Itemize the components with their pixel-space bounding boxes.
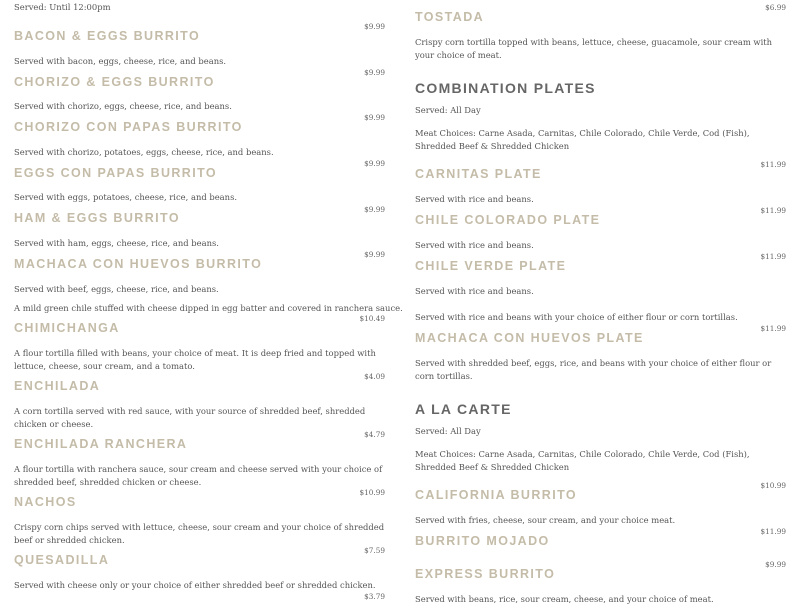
price: $9.99 xyxy=(364,159,385,168)
meat-choices: Meat Choices: Carne Asada, Carnitas, Chile Colorado, Chile Verde, Cod (Fish), Shredded Beef & Shredded Chicken xyxy=(415,128,750,151)
price: $9.99 xyxy=(364,113,385,122)
item-desc: Crispy corn tortilla topped with beans, lettuce, cheese, guacamole, sour cream with your choice of meat. xyxy=(415,37,773,60)
price: $7.59 xyxy=(364,546,385,555)
item-title-ham-eggs-burrito: HAM & EGGS BURRITO xyxy=(14,211,180,225)
item-title-express-burrito: EXPRESS BURRITO xyxy=(415,567,556,581)
price: $11.99 xyxy=(760,160,786,169)
item-title-carnitas-plate: CARNITAS PLATE xyxy=(415,167,542,181)
item-title-chorizo-con-papas-burrito: CHORIZO CON PAPAS BURRITO xyxy=(14,120,243,134)
item-desc: Served with ham, eggs, cheese, rice, and beans. xyxy=(14,238,219,248)
item-title-eggs-con-papas-burrito: EGGS CON PAPAS BURRITO xyxy=(14,166,218,180)
item-title-chimichanga: CHIMICHANGA xyxy=(14,321,120,335)
price: $11.99 xyxy=(760,527,786,536)
item-title-enchilada-ranchera: ENCHILADA RANCHERA xyxy=(14,437,188,451)
item-desc: Served with chorizo, potatoes, eggs, cheese, rice, and beans. xyxy=(14,147,274,157)
price: $9.99 xyxy=(765,560,786,569)
item-desc: Served with rice and beans. xyxy=(415,194,534,204)
item-title-burrito-mojado: BURRITO MOJADO xyxy=(415,534,550,548)
item-desc: A flour tortilla filled with beans, your choice of meat. It is deep fried and topped with lettuce, cheese, sour cream, and a tomato. xyxy=(14,348,376,371)
item-title-nachos: NACHOS xyxy=(14,495,77,509)
section-heading-a-la-carte: A LA CARTE xyxy=(415,401,512,417)
section-heading-combination-plates: COMBINATION PLATES xyxy=(415,80,596,96)
item-title-chile-verde-plate: CHILE VERDE PLATE xyxy=(415,259,567,273)
item-title-quesadilla: QUESADILLA xyxy=(14,553,110,567)
item-desc: Served with beef, eggs, cheese, rice, and beans. xyxy=(14,284,219,294)
price: $9.99 xyxy=(364,68,385,77)
price: $6.99 xyxy=(765,3,786,12)
price: $9.99 xyxy=(364,250,385,259)
served-hours: Served: Until 12:00pm xyxy=(14,2,111,12)
item-desc: Served with rice and beans. xyxy=(415,240,534,250)
served-hours: Served: All Day xyxy=(415,105,481,115)
price: $9.99 xyxy=(364,22,385,31)
item-desc: Served with cheese only or your choice of either shredded beef or shredded chicken. xyxy=(14,580,376,590)
price: $10.99 xyxy=(359,488,385,497)
item-desc: Served with bacon, eggs, cheese, rice, and beans. xyxy=(14,56,227,66)
item-desc: Served with rice and beans with your choice of either flour or corn tortillas. xyxy=(415,312,738,322)
item-title-enchilada: ENCHILADA xyxy=(14,379,101,393)
item-title-chile-colorado-plate: CHILE COLORADO PLATE xyxy=(415,213,601,227)
item-desc: Served with rice and beans. xyxy=(415,286,534,296)
item-desc: Served with eggs, potatoes, cheese, rice, and beans. xyxy=(14,192,238,202)
item-title-california-burrito: CALIFORNIA BURRITO xyxy=(415,488,577,502)
served-hours: Served: All Day xyxy=(415,426,481,436)
item-title-chorizo-eggs-burrito: CHORIZO & EGGS BURRITO xyxy=(14,75,215,89)
item-title-bacon-eggs-burrito: BACON & EGGS BURRITO xyxy=(14,29,201,43)
item-title-tostada: TOSTADA xyxy=(415,10,485,24)
item-desc: Served with chorizo, eggs, cheese, rice, and beans. xyxy=(14,101,232,111)
price: $3.79 xyxy=(364,592,385,601)
price: $10.49 xyxy=(359,314,385,323)
price: $11.99 xyxy=(760,324,786,333)
item-desc: Served with fries, cheese, sour cream, and your choice meat. xyxy=(415,515,676,525)
price: $10.99 xyxy=(760,481,786,490)
item-desc: A flour tortilla with ranchera sauce, sour cream and cheese served with your choice of shredded beef, shredded chicken or cheese. xyxy=(14,464,383,487)
item-desc: Served with beans, rice, sour cream, cheese, and your choice of meat. xyxy=(415,594,714,604)
item-desc-chile-relleno: A mild green chile stuffed with cheese dipped in egg batter and covered in ranchera sauce. xyxy=(14,303,403,313)
price: $11.99 xyxy=(760,206,786,215)
item-desc: Served with shredded beef, eggs, rice, and beans with your choice of either flour or corn tortillas. xyxy=(415,358,772,381)
price: $4.09 xyxy=(364,372,385,381)
price: $9.99 xyxy=(364,205,385,214)
price: $4.79 xyxy=(364,430,385,439)
price: $11.99 xyxy=(760,252,786,261)
item-title-machaca-con-huevos-plate: MACHACA CON HUEVOS PLATE xyxy=(415,331,644,345)
item-title-machaca-con-huevos-burrito: MACHACA CON HUEVOS BURRITO xyxy=(14,257,263,271)
meat-choices: Meat Choices: Carne Asada, Carnitas, Chile Colorado, Chile Verde, Cod (Fish), Shredded Beef & Shredded Chicken xyxy=(415,449,750,472)
item-desc: A corn tortilla served with red sauce, with your source of shredded beef, shredded chicken or cheese. xyxy=(14,406,366,429)
item-desc: Crispy corn chips served with lettuce, cheese, sour cream and your choice of shredded beef or shredded chicken. xyxy=(14,522,385,545)
